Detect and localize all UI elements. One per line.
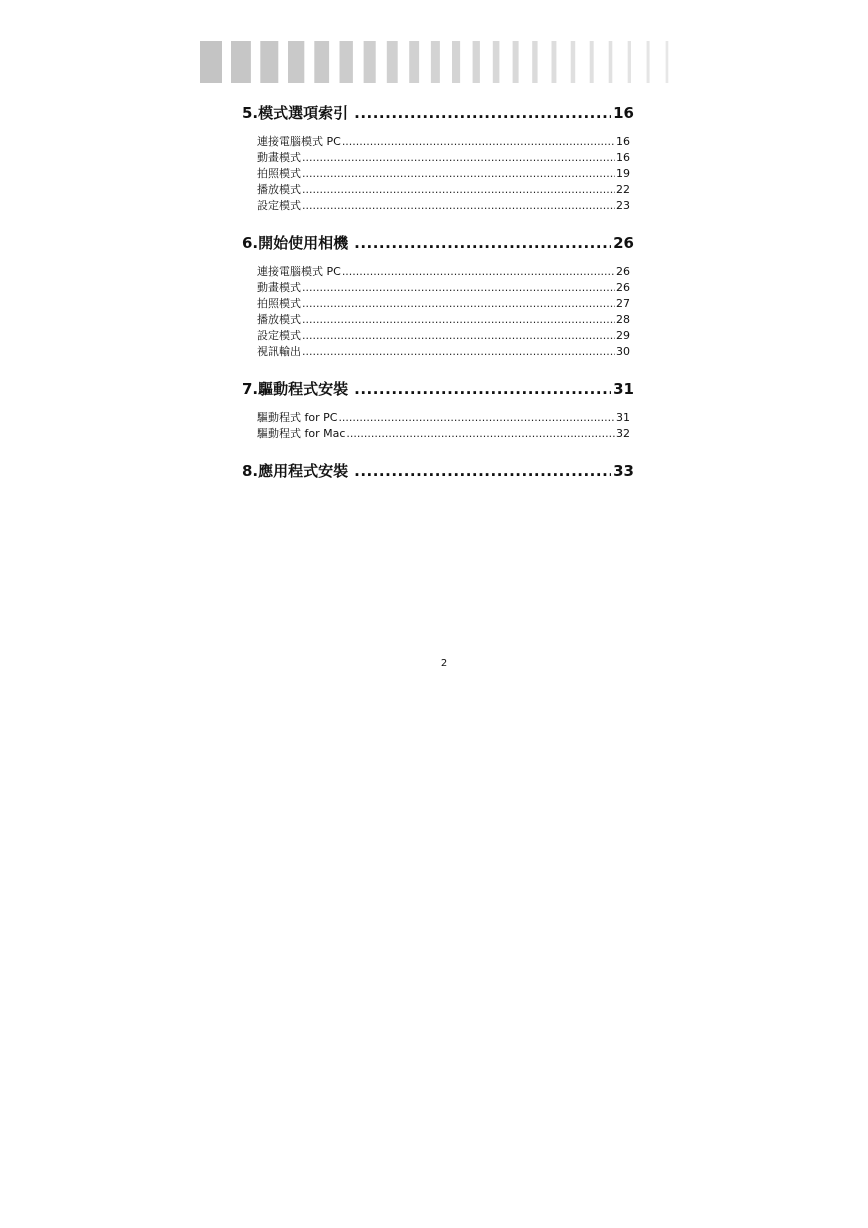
toc-entry-title: 動畫模式 bbox=[257, 281, 301, 294]
toc-entry bbox=[257, 198, 630, 214]
header-bar bbox=[666, 41, 669, 83]
dot-leader bbox=[302, 328, 615, 344]
header-bar bbox=[493, 41, 500, 83]
toc-section-page: 26 bbox=[613, 234, 634, 252]
toc-entry bbox=[257, 328, 630, 344]
toc-entry-page: 29 bbox=[616, 329, 630, 342]
dot-leader bbox=[354, 376, 611, 402]
page-number: 2 bbox=[440, 658, 448, 669]
toc-entry bbox=[257, 296, 630, 312]
toc-entry-title: 設定模式 bbox=[257, 199, 301, 212]
header-bars-graphic bbox=[200, 41, 680, 83]
dot-leader bbox=[354, 230, 611, 256]
toc-section-page: 16 bbox=[613, 104, 634, 122]
toc-entry-page: 31 bbox=[616, 411, 630, 424]
dot-leader bbox=[354, 458, 611, 484]
header-bar bbox=[590, 41, 594, 83]
table-of-contents bbox=[242, 100, 634, 500]
toc-entry bbox=[257, 150, 630, 166]
toc-entry-page: 26 bbox=[616, 265, 630, 278]
toc-entry-title: 拍照模式 bbox=[257, 297, 301, 310]
toc-entry-page: 22 bbox=[616, 183, 630, 196]
toc-section-page: 31 bbox=[613, 380, 634, 398]
toc-section bbox=[242, 376, 634, 442]
toc-entry bbox=[257, 134, 630, 150]
toc-entry-page: 16 bbox=[616, 135, 630, 148]
header-bar bbox=[364, 41, 376, 83]
toc-section-page: 33 bbox=[613, 462, 634, 480]
toc-entry-list bbox=[242, 410, 634, 442]
toc-section bbox=[242, 100, 634, 214]
toc-entry bbox=[257, 280, 630, 296]
header-bar bbox=[314, 41, 329, 83]
toc-entry-page: 16 bbox=[616, 151, 630, 164]
header-bar bbox=[532, 41, 537, 83]
dot-leader bbox=[354, 100, 611, 126]
toc-entry-title: 播放模式 bbox=[257, 313, 301, 326]
toc-entry bbox=[257, 166, 630, 182]
header-bar bbox=[552, 41, 557, 83]
dot-leader bbox=[346, 426, 615, 442]
toc-entry bbox=[257, 312, 630, 328]
toc-entry-title: 驅動程式 for PC bbox=[257, 411, 338, 424]
dot-leader bbox=[302, 312, 615, 328]
header-bar bbox=[647, 41, 650, 83]
dot-leader bbox=[342, 264, 615, 280]
dot-leader bbox=[302, 150, 615, 166]
toc-entry-title: 連接電腦模式 PC bbox=[257, 265, 341, 278]
toc-entry-title: 拍照模式 bbox=[257, 167, 301, 180]
header-bar bbox=[609, 41, 613, 83]
toc-section-title: 8.應用程式安裝 bbox=[242, 462, 349, 480]
dot-leader bbox=[302, 344, 615, 360]
toc-entry-title: 播放模式 bbox=[257, 183, 301, 196]
header-bar bbox=[231, 41, 251, 83]
header-bar bbox=[628, 41, 631, 83]
toc-entry-page: 26 bbox=[616, 281, 630, 294]
toc-entry bbox=[257, 410, 630, 426]
toc-section-title: 5.模式選項索引 bbox=[242, 104, 349, 122]
header-bar bbox=[288, 41, 304, 83]
toc-section-heading bbox=[242, 458, 634, 484]
dot-leader bbox=[302, 182, 615, 198]
toc-entry-title: 設定模式 bbox=[257, 329, 301, 342]
toc-entry-list bbox=[242, 264, 634, 360]
header-bar bbox=[571, 41, 576, 83]
dot-leader bbox=[302, 296, 615, 312]
toc-section-heading bbox=[242, 376, 634, 402]
toc-entry bbox=[257, 426, 630, 442]
dot-leader bbox=[302, 166, 615, 182]
header-bar bbox=[260, 41, 278, 83]
header-bar bbox=[200, 41, 222, 83]
toc-entry-title: 視訊輸出 bbox=[257, 345, 301, 358]
header-bar bbox=[340, 41, 353, 83]
toc-entry-page: 19 bbox=[616, 167, 630, 180]
dot-leader bbox=[342, 134, 615, 150]
toc-entry-title: 動畫模式 bbox=[257, 151, 301, 164]
header-bar bbox=[409, 41, 419, 83]
toc-section-heading bbox=[242, 100, 634, 126]
toc-section bbox=[242, 458, 634, 484]
dot-leader bbox=[302, 280, 615, 296]
header-decoration bbox=[200, 41, 680, 83]
toc-section-title: 7.驅動程式安裝 bbox=[242, 380, 349, 398]
toc-entry-page: 32 bbox=[616, 427, 630, 440]
header-bar bbox=[387, 41, 398, 83]
toc-entry-title: 連接電腦模式 PC bbox=[257, 135, 341, 148]
dot-leader bbox=[338, 410, 615, 426]
header-bar bbox=[431, 41, 440, 83]
toc-entry bbox=[257, 264, 630, 280]
toc-entry-page: 23 bbox=[616, 199, 630, 212]
toc-entry-page: 28 bbox=[616, 313, 630, 326]
toc-entry-list bbox=[242, 134, 634, 214]
header-bar bbox=[473, 41, 480, 83]
toc-section-title: 6.開始使用相機 bbox=[242, 234, 349, 252]
toc-section bbox=[242, 230, 634, 360]
header-bar bbox=[452, 41, 460, 83]
toc-entry-title: 驅動程式 for Mac bbox=[257, 427, 346, 440]
toc-section-heading bbox=[242, 230, 634, 256]
header-bar bbox=[513, 41, 519, 83]
toc-entry bbox=[257, 344, 630, 360]
toc-entry-page: 27 bbox=[616, 297, 630, 310]
dot-leader bbox=[302, 198, 615, 214]
toc-entry-page: 30 bbox=[616, 345, 630, 358]
toc-entry bbox=[257, 182, 630, 198]
